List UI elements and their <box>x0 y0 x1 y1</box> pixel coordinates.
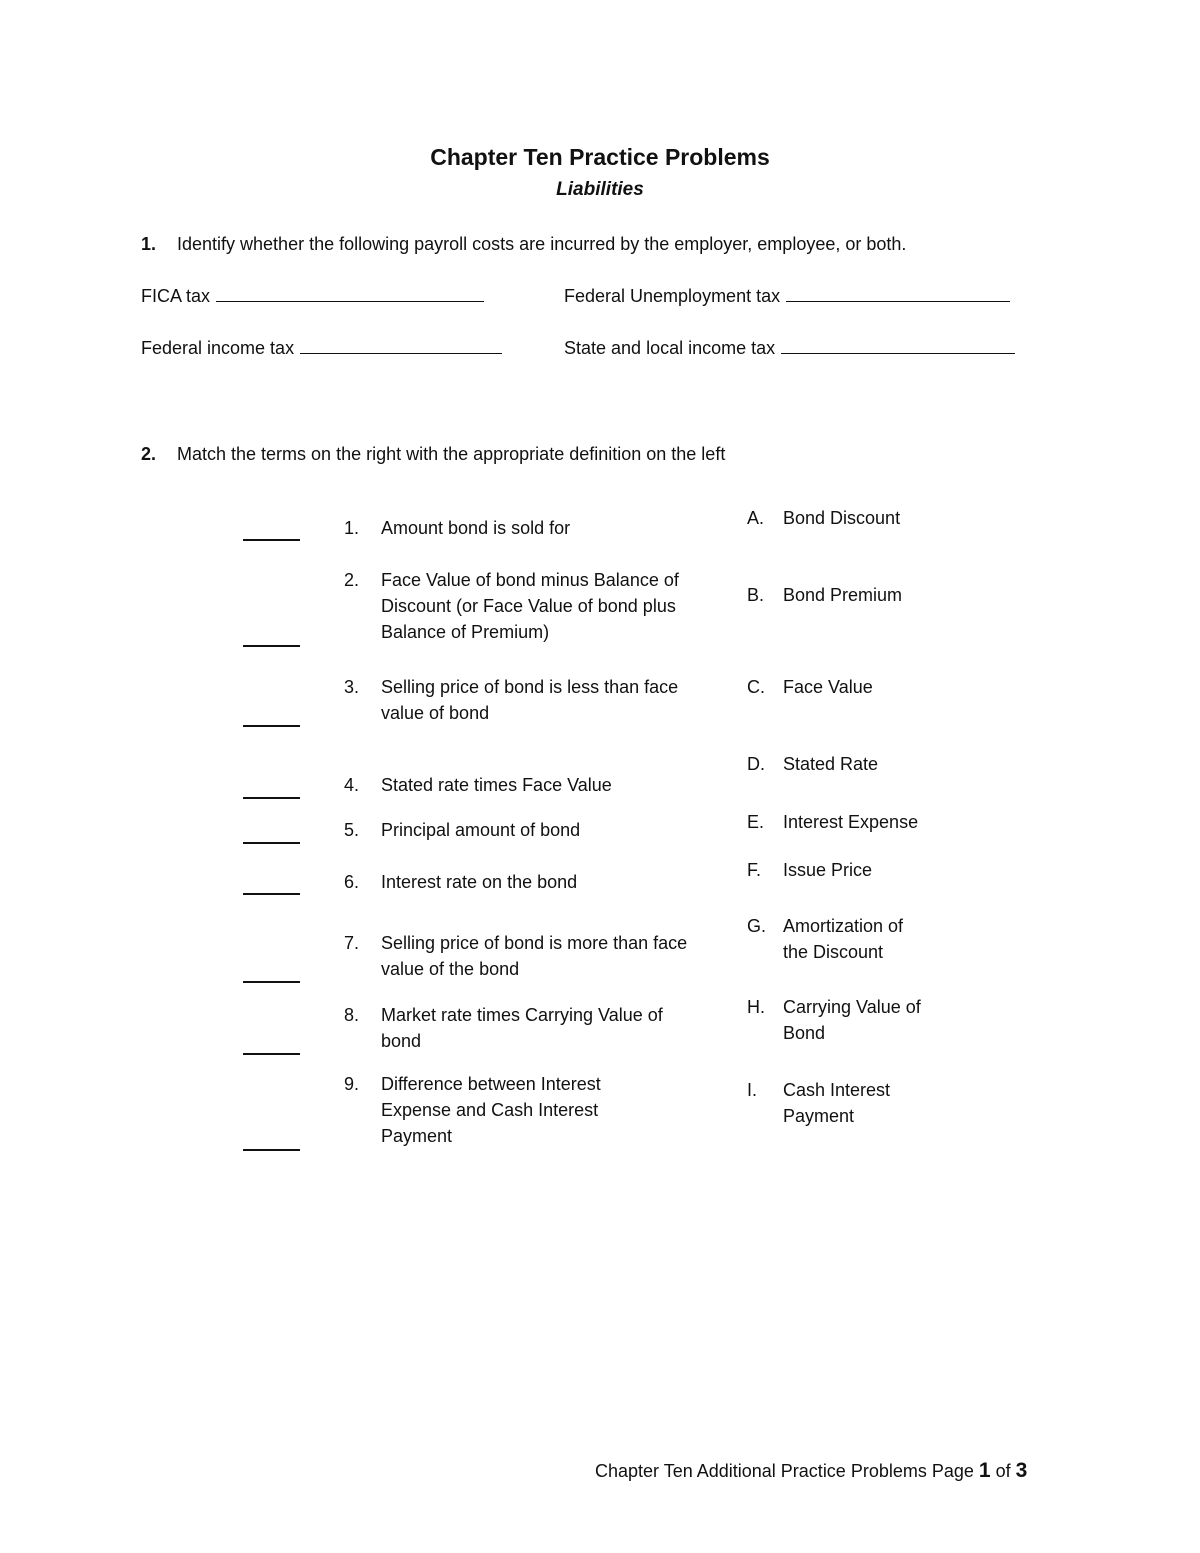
term-letter: F. <box>747 860 762 880</box>
term-letter: A. <box>747 508 765 528</box>
definition-text: Face Value of bond minus Balance of Discount (or Face Value of bond plus Balance of Premium) <box>381 570 679 642</box>
definition-text: Selling price of bond is less than face value of bond <box>381 677 679 723</box>
term-item <box>747 505 943 531</box>
term-item <box>747 809 943 835</box>
definition-item <box>344 772 691 798</box>
match-answer-blank-3[interactable] <box>243 725 300 727</box>
payroll-item-label: Federal Unemployment tax <box>564 286 781 306</box>
match-answer-blank-9[interactable] <box>243 1149 300 1151</box>
term-letter: B. <box>747 585 765 605</box>
term-item <box>747 582 943 608</box>
definition-number: 2. <box>344 570 360 590</box>
term-item <box>747 994 943 1046</box>
definition-item <box>344 674 691 726</box>
definition-text: Interest rate on the bond <box>381 872 578 892</box>
page-title: Chapter Ten Practice Problems <box>430 144 770 170</box>
question-2-text: Match the terms on the right with the appropriate definition on the left <box>177 444 726 464</box>
definition-item <box>344 869 691 895</box>
term-text: Amortization of the Discount <box>783 916 904 962</box>
term-text: Bond Discount <box>783 508 901 528</box>
term-text: Issue Price <box>783 860 873 880</box>
term-item <box>747 751 943 777</box>
answer-blank[interactable] <box>786 287 1010 302</box>
match-answer-blank-4[interactable] <box>243 797 300 799</box>
definition-text: Stated rate times Face Value <box>381 775 612 795</box>
term-letter: G. <box>747 916 767 936</box>
term-letter: D. <box>747 754 765 774</box>
answer-blank[interactable] <box>216 287 484 302</box>
term-letter: H. <box>747 997 765 1017</box>
definition-text: Selling price of bond is more than face value of the bond <box>381 933 688 979</box>
question-1 <box>141 234 906 255</box>
definition-text: Market rate times Carrying Value of bond <box>381 1005 663 1051</box>
term-letter: C. <box>747 677 765 697</box>
question-1-text: Identify whether the following payroll costs are incurred by the employer, employee, or both. <box>177 234 907 254</box>
definition-number: 4. <box>344 775 360 795</box>
definition-number: 3. <box>344 677 360 697</box>
payroll-item-federal-income <box>141 338 502 359</box>
definition-number: 8. <box>344 1005 360 1025</box>
payroll-item-fica <box>141 286 484 307</box>
term-text: Cash Interest Payment <box>783 1080 891 1126</box>
match-answer-blank-1[interactable] <box>243 539 300 541</box>
term-letter: I. <box>747 1080 758 1100</box>
definition-item <box>344 1071 643 1149</box>
definition-number: 9. <box>344 1074 360 1094</box>
definition-item <box>344 930 691 982</box>
definition-item <box>344 515 691 541</box>
match-answer-blank-7[interactable] <box>243 981 300 983</box>
match-answer-blank-8[interactable] <box>243 1053 300 1055</box>
footer-of: of <box>995 1461 1011 1481</box>
match-answer-blank-2[interactable] <box>243 645 300 647</box>
term-text: Stated Rate <box>783 754 879 774</box>
page-footer <box>595 1459 1027 1483</box>
question-2-number: 2. <box>141 444 157 464</box>
footer-page-number: 1 <box>978 1459 991 1482</box>
term-item <box>747 857 943 883</box>
definition-text: Amount bond is sold for <box>381 518 571 538</box>
term-item <box>747 1077 913 1129</box>
payroll-item-label: Federal income tax <box>141 338 295 358</box>
question-2 <box>141 444 725 465</box>
definition-text: Difference between Interest Expense and Cash Interest Payment <box>381 1074 601 1146</box>
payroll-item-label: State and local income tax <box>564 338 776 358</box>
footer-text: Chapter Ten Additional Practice Problems Page <box>595 1461 974 1481</box>
question-1-number: 1. <box>141 234 157 254</box>
payroll-item-federal-unemployment <box>564 286 1010 307</box>
footer-page-total: 3 <box>1015 1459 1028 1482</box>
term-item <box>747 913 933 965</box>
definition-number: 7. <box>344 933 360 953</box>
definition-number: 5. <box>344 820 360 840</box>
term-text: Carrying Value of Bond <box>783 997 921 1043</box>
term-text: Face Value <box>783 677 873 697</box>
term-text: Interest Expense <box>783 812 919 832</box>
definition-number: 1. <box>344 518 360 538</box>
answer-blank[interactable] <box>781 339 1015 354</box>
page-subtitle: Liabilities <box>556 179 644 200</box>
definition-item <box>344 817 691 843</box>
definition-item <box>344 1002 691 1054</box>
term-item <box>747 674 943 700</box>
definition-number: 6. <box>344 872 360 892</box>
definition-item <box>344 567 691 645</box>
match-answer-blank-6[interactable] <box>243 893 300 895</box>
term-text: Bond Premium <box>783 585 903 605</box>
definition-text: Principal amount of bond <box>381 820 581 840</box>
payroll-item-state-local-income <box>564 338 1015 359</box>
answer-blank[interactable] <box>300 339 502 354</box>
term-letter: E. <box>747 812 765 832</box>
match-answer-blank-5[interactable] <box>243 842 300 844</box>
payroll-item-label: FICA tax <box>141 286 211 306</box>
